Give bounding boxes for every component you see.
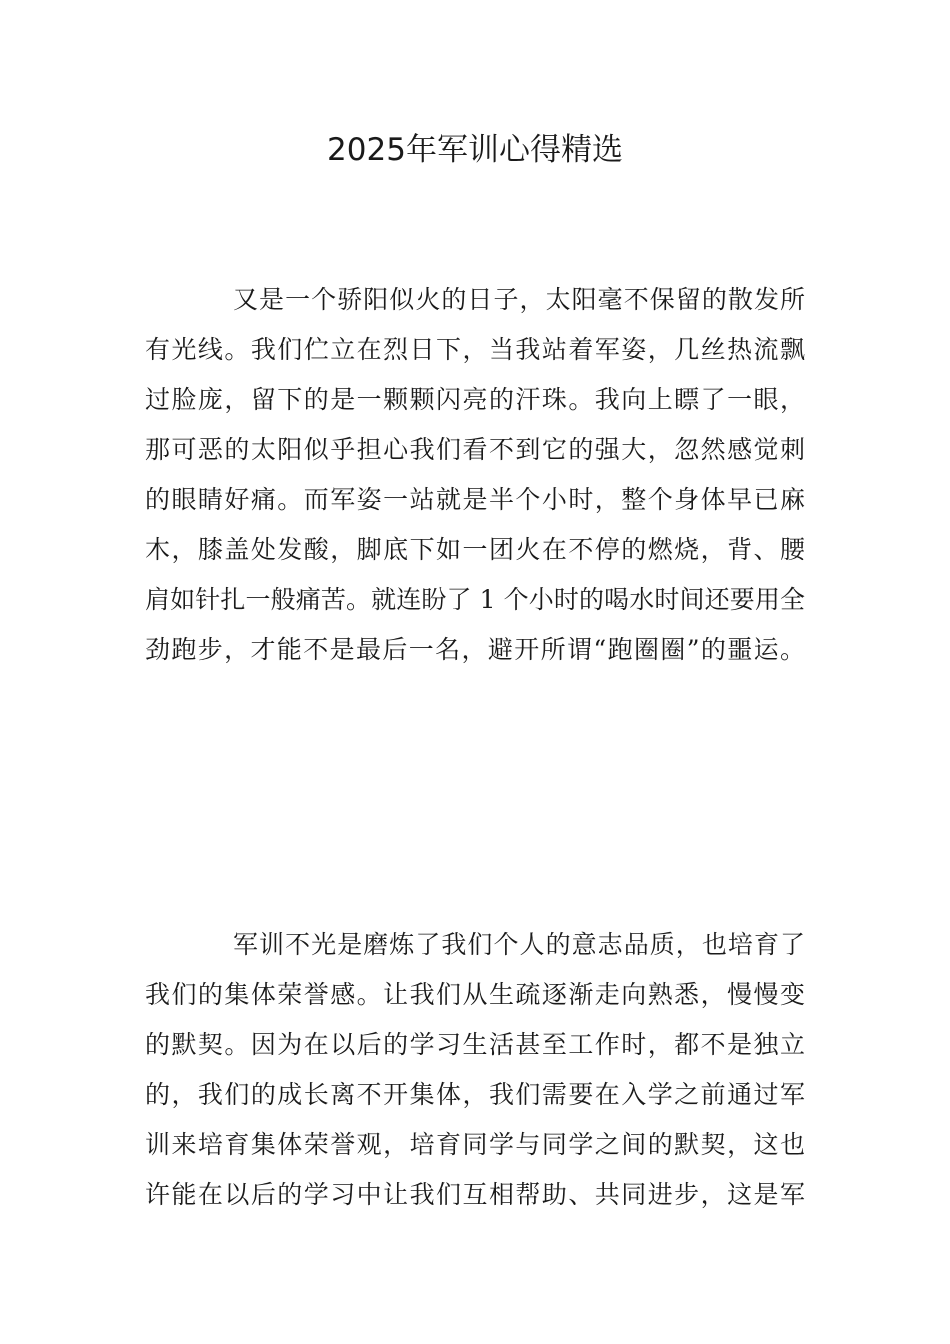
paragraph-line: 有光线。我们伫立在烈日下，当我站着军姿，几丝热流飘 <box>145 335 805 364</box>
paragraph-line: 木，膝盖处发酸，脚底下如一团火在不停的燃烧，背、腰 <box>145 535 805 564</box>
paragraph-line: 那可恶的太阳似乎担心我们看不到它的强大，忽然感觉刺 <box>145 435 805 464</box>
paragraph-line: 的，我们的成长离不开集体，我们需要在入学之前通过军 <box>145 1080 805 1109</box>
paragraph-line: 过脸庞，留下的是一颗颗闪亮的汗珠。我向上瞟了一眼， <box>145 385 805 414</box>
paragraph-line: 劲跑步，才能不是最后一名，避开所谓“跑圈圈”的噩运。 <box>145 635 805 664</box>
paragraph-line: 的眼睛好痛。而军姿一站就是半个小时，整个身体早已麻 <box>145 485 805 514</box>
paragraph-line: 军训不光是磨炼了我们个人的意志品质，也培育了 <box>233 930 805 959</box>
paragraph-line: 肩如针扎一般痛苦。就连盼了 1 个小时的喝水时间还要用全 <box>145 585 805 614</box>
body-paragraph-2 <box>145 920 805 1220</box>
paragraph-line: 的默契。因为在以后的学习生活甚至工作时，都不是独立 <box>145 1030 805 1059</box>
paragraph-line: 训来培育集体荣誉观，培育同学与同学之间的默契，这也 <box>145 1130 805 1159</box>
page-title: 2025年军训心得精选 <box>327 132 623 168</box>
paragraph-line: 又是一个骄阳似火的日子，太阳毫不保留的散发所 <box>233 285 805 314</box>
paragraph-line: 我们的集体荣誉感。让我们从生疏逐渐走向熟悉，慢慢变 <box>145 980 805 1009</box>
paragraph-line: 许能在以后的学习中让我们互相帮助、共同进步，这是军 <box>145 1180 805 1209</box>
body-paragraph-1 <box>145 275 805 675</box>
